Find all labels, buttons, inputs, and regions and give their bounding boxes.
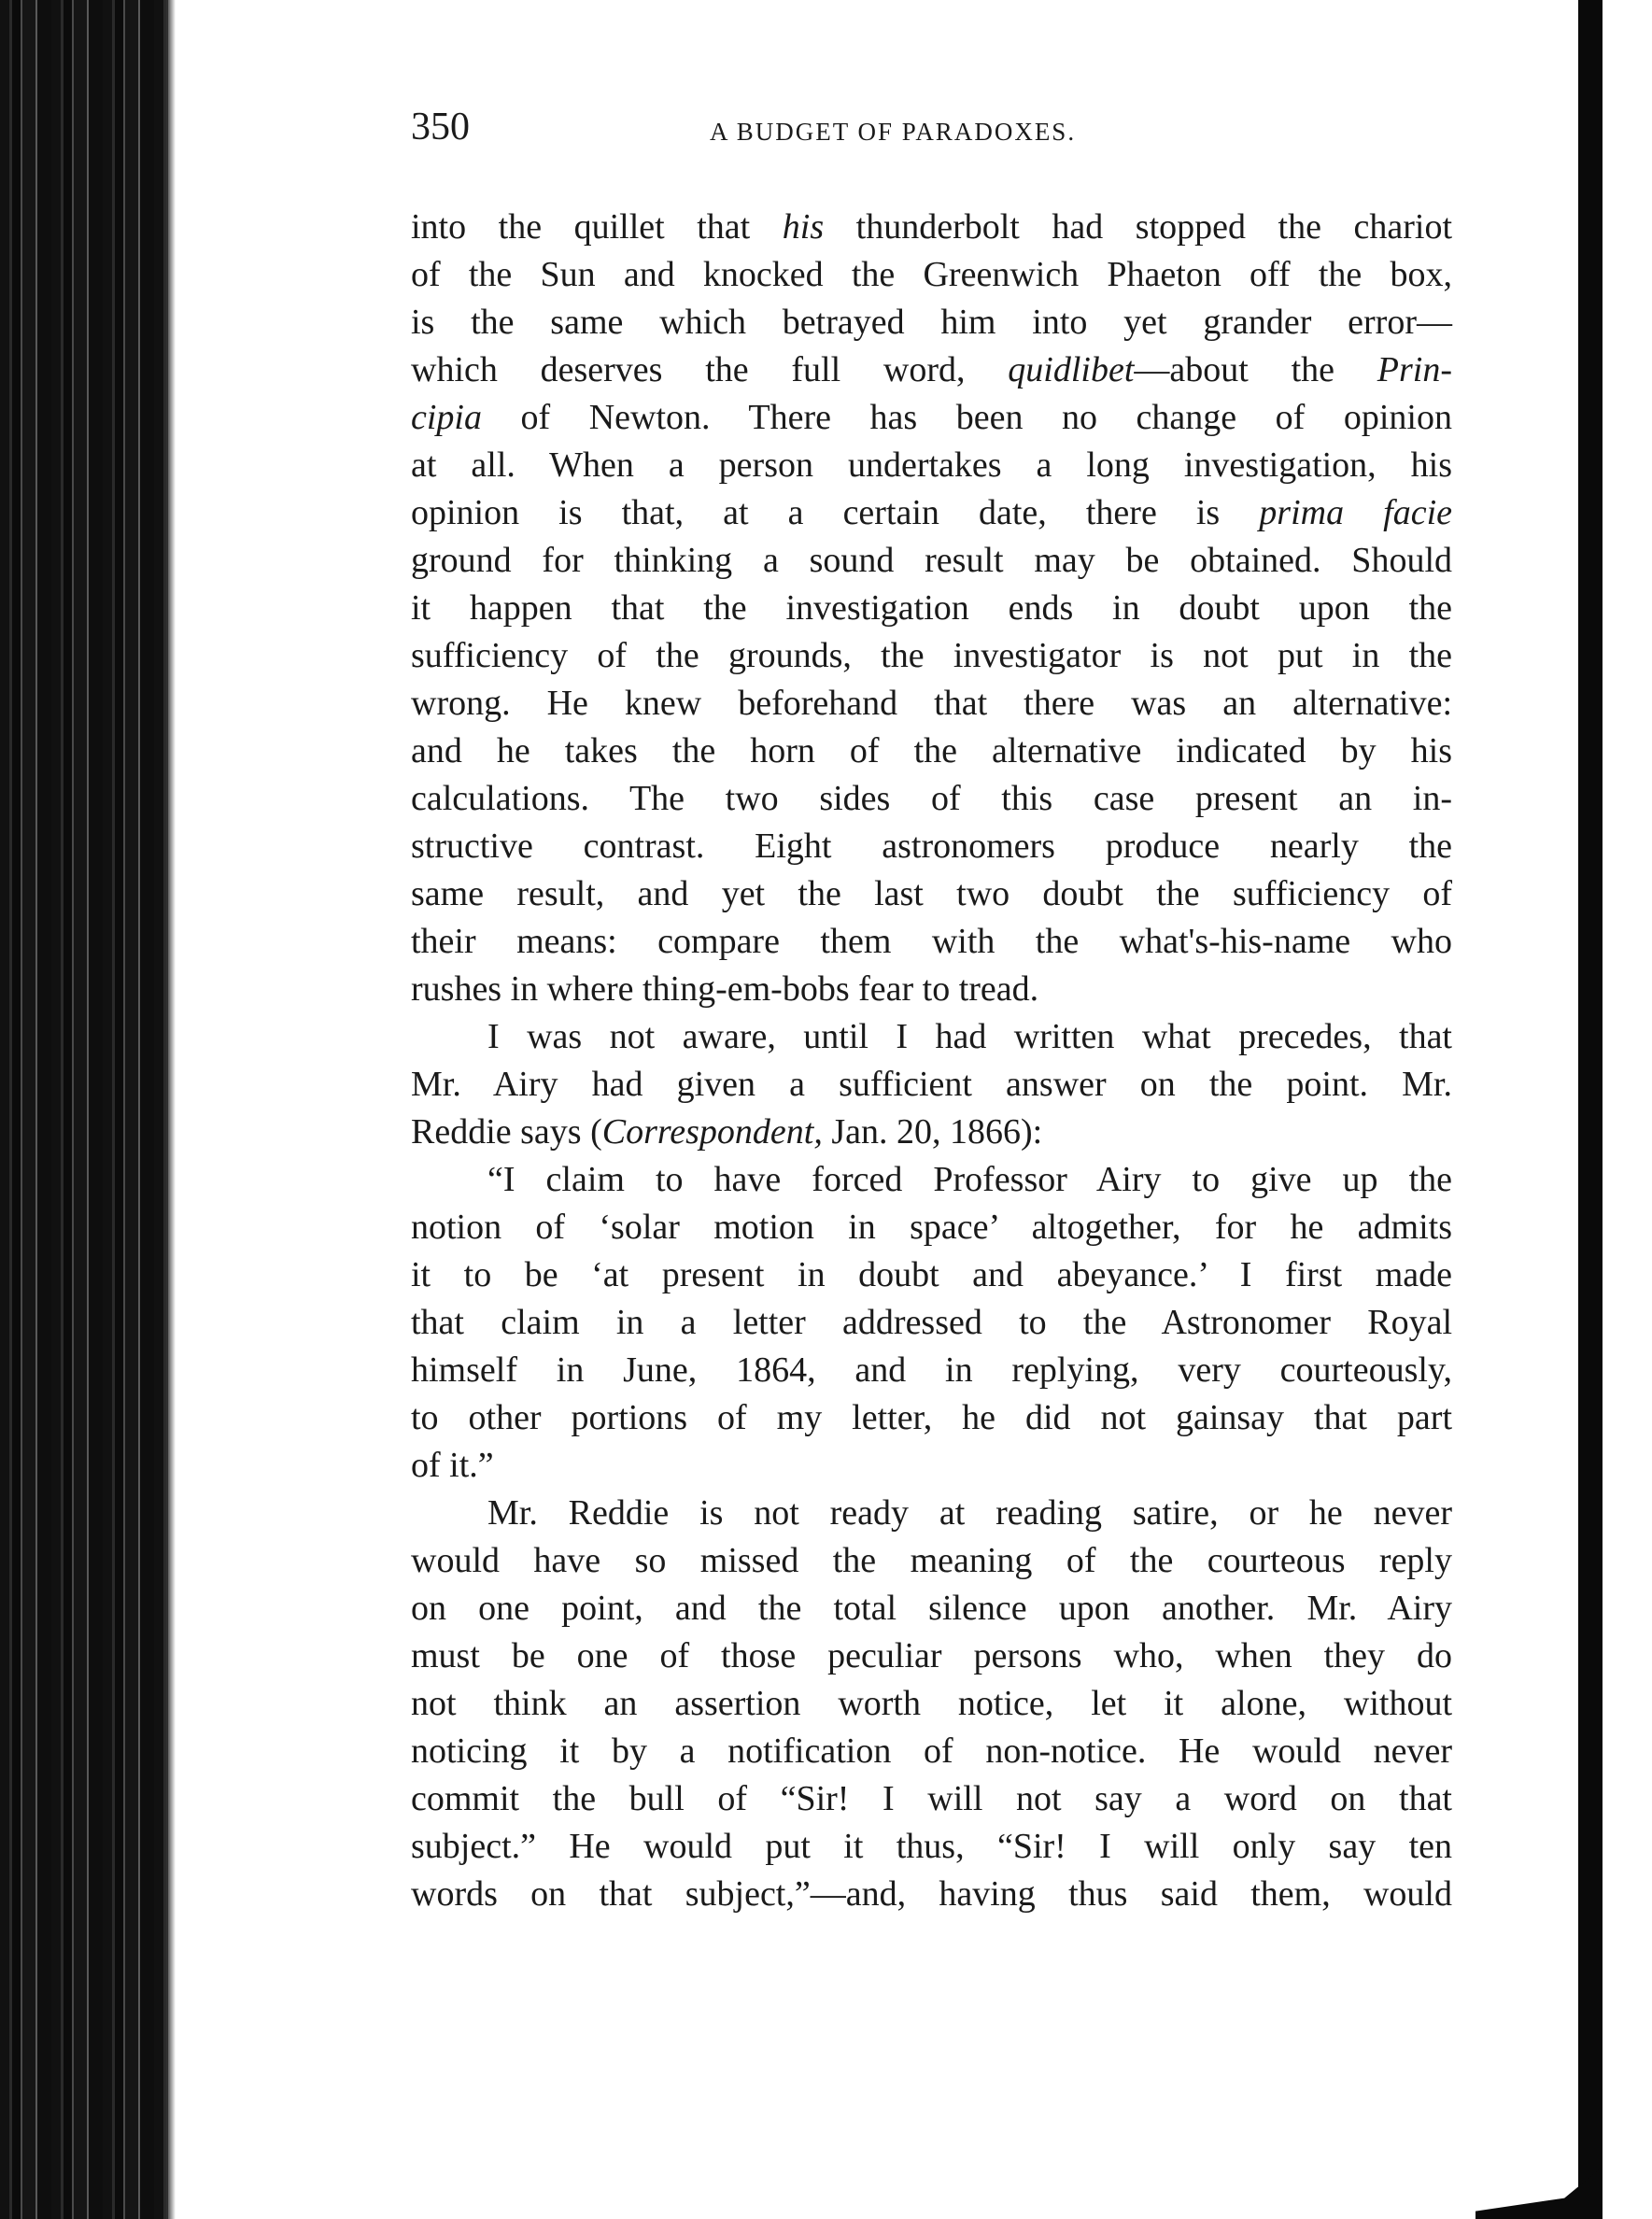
text-line: that claim in a letter addressed to the Astronomer Royal <box>411 1303 1452 1342</box>
italic-text: cipia <box>411 398 482 437</box>
text-line: Mr. Reddie is not ready at reading satire, or he never <box>487 1493 1452 1533</box>
text-line: rushes in where thing-em-bobs fear to tread. <box>411 969 1039 1009</box>
text-line: of the Sun and knocked the Greenwich Phaeton off the box, <box>411 255 1452 294</box>
text-line: “I claim to have forced Professor Airy to give up the <box>487 1160 1452 1199</box>
text-line: which deserves the full word, quidlibet—about the Prin- <box>411 350 1452 389</box>
running-head <box>411 105 1457 161</box>
text-line: notion of ‘solar motion in space’ altogether, for he admits <box>411 1208 1452 1247</box>
text-line: commit the bull of “Sir! I will not say a word on that <box>411 1779 1452 1818</box>
text-line: opinion is that, at a certain date, there is prima facie <box>411 493 1452 532</box>
text-line: Reddie says (Correspondent, Jan. 20, 1866): <box>411 1112 1043 1152</box>
text-line: calculations. The two sides of this case present an in- <box>411 779 1452 818</box>
text-line: would have so missed the meaning of the courteous reply <box>411 1541 1452 1580</box>
book-page-edge-right <box>1578 0 1603 2219</box>
text-line: I was not aware, until I had written what precedes, that <box>487 1017 1452 1056</box>
text-line: noticing it by a notification of non-notice. He would never <box>411 1731 1452 1771</box>
text-line: subject.” He would put it thus, “Sir! I will only say ten <box>411 1827 1452 1866</box>
text-line: words on that subject,”—and, having thus said them, would <box>411 1874 1452 1914</box>
text-line: at all. When a person undertakes a long investigation, his <box>411 445 1452 485</box>
text-line: himself in June, 1864, and in replying, very courteously, <box>411 1350 1452 1390</box>
text-line: of it.” <box>411 1446 494 1485</box>
text-line: same result, and yet the last two doubt the sufficiency of <box>411 874 1452 913</box>
text-line: structive contrast. Eight astronomers produce nearly the <box>411 827 1452 866</box>
italic-text: his <box>782 207 825 247</box>
text-line: it to be ‘at present in doubt and abeyance.’ I first made <box>411 1255 1452 1294</box>
book-title: A BUDGET OF PARADOXES. <box>710 118 1077 146</box>
text-line: is the same which betrayed him into yet grander error— <box>411 303 1452 342</box>
italic-text: quidlibet <box>1008 350 1135 389</box>
text-line: into the quillet that his thunderbolt had stopped the chariot <box>411 207 1452 247</box>
text-line: it happen that the investigation ends in doubt upon the <box>411 588 1452 628</box>
text-line: wrong. He knew beforehand that there was an alternative: <box>411 684 1452 723</box>
text-line: on one point, and the total silence upon another. Mr. Airy <box>411 1589 1452 1628</box>
page-number: 350 <box>411 106 470 148</box>
italic-text: Correspondent, <box>601 1112 823 1152</box>
italic-text: prima facie <box>1259 493 1452 532</box>
text-line: and he takes the horn of the alternative indicated by his <box>411 731 1452 770</box>
text-line: cipia of Newton. There has been no change of opinion <box>411 398 1452 437</box>
text-line: must be one of those peculiar persons who, when they do <box>411 1636 1452 1675</box>
italic-text: Prin- <box>1377 350 1452 389</box>
text-line: not think an assertion worth notice, let it alone, without <box>411 1684 1452 1723</box>
text-line: ground for thinking a sound result may be obtained. Should <box>411 541 1452 580</box>
text-line: Mr. Airy had given a sufficient answer on the point. Mr. <box>411 1065 1452 1104</box>
body-text <box>411 204 1452 1918</box>
book-page-edges-left <box>0 0 168 2219</box>
text-line: to other portions of my letter, he did not gainsay that part <box>411 1398 1452 1437</box>
text-line: sufficiency of the grounds, the investigator is not put in the <box>411 636 1452 675</box>
text-line: their means: compare them with the what's-his-name who <box>411 922 1452 961</box>
